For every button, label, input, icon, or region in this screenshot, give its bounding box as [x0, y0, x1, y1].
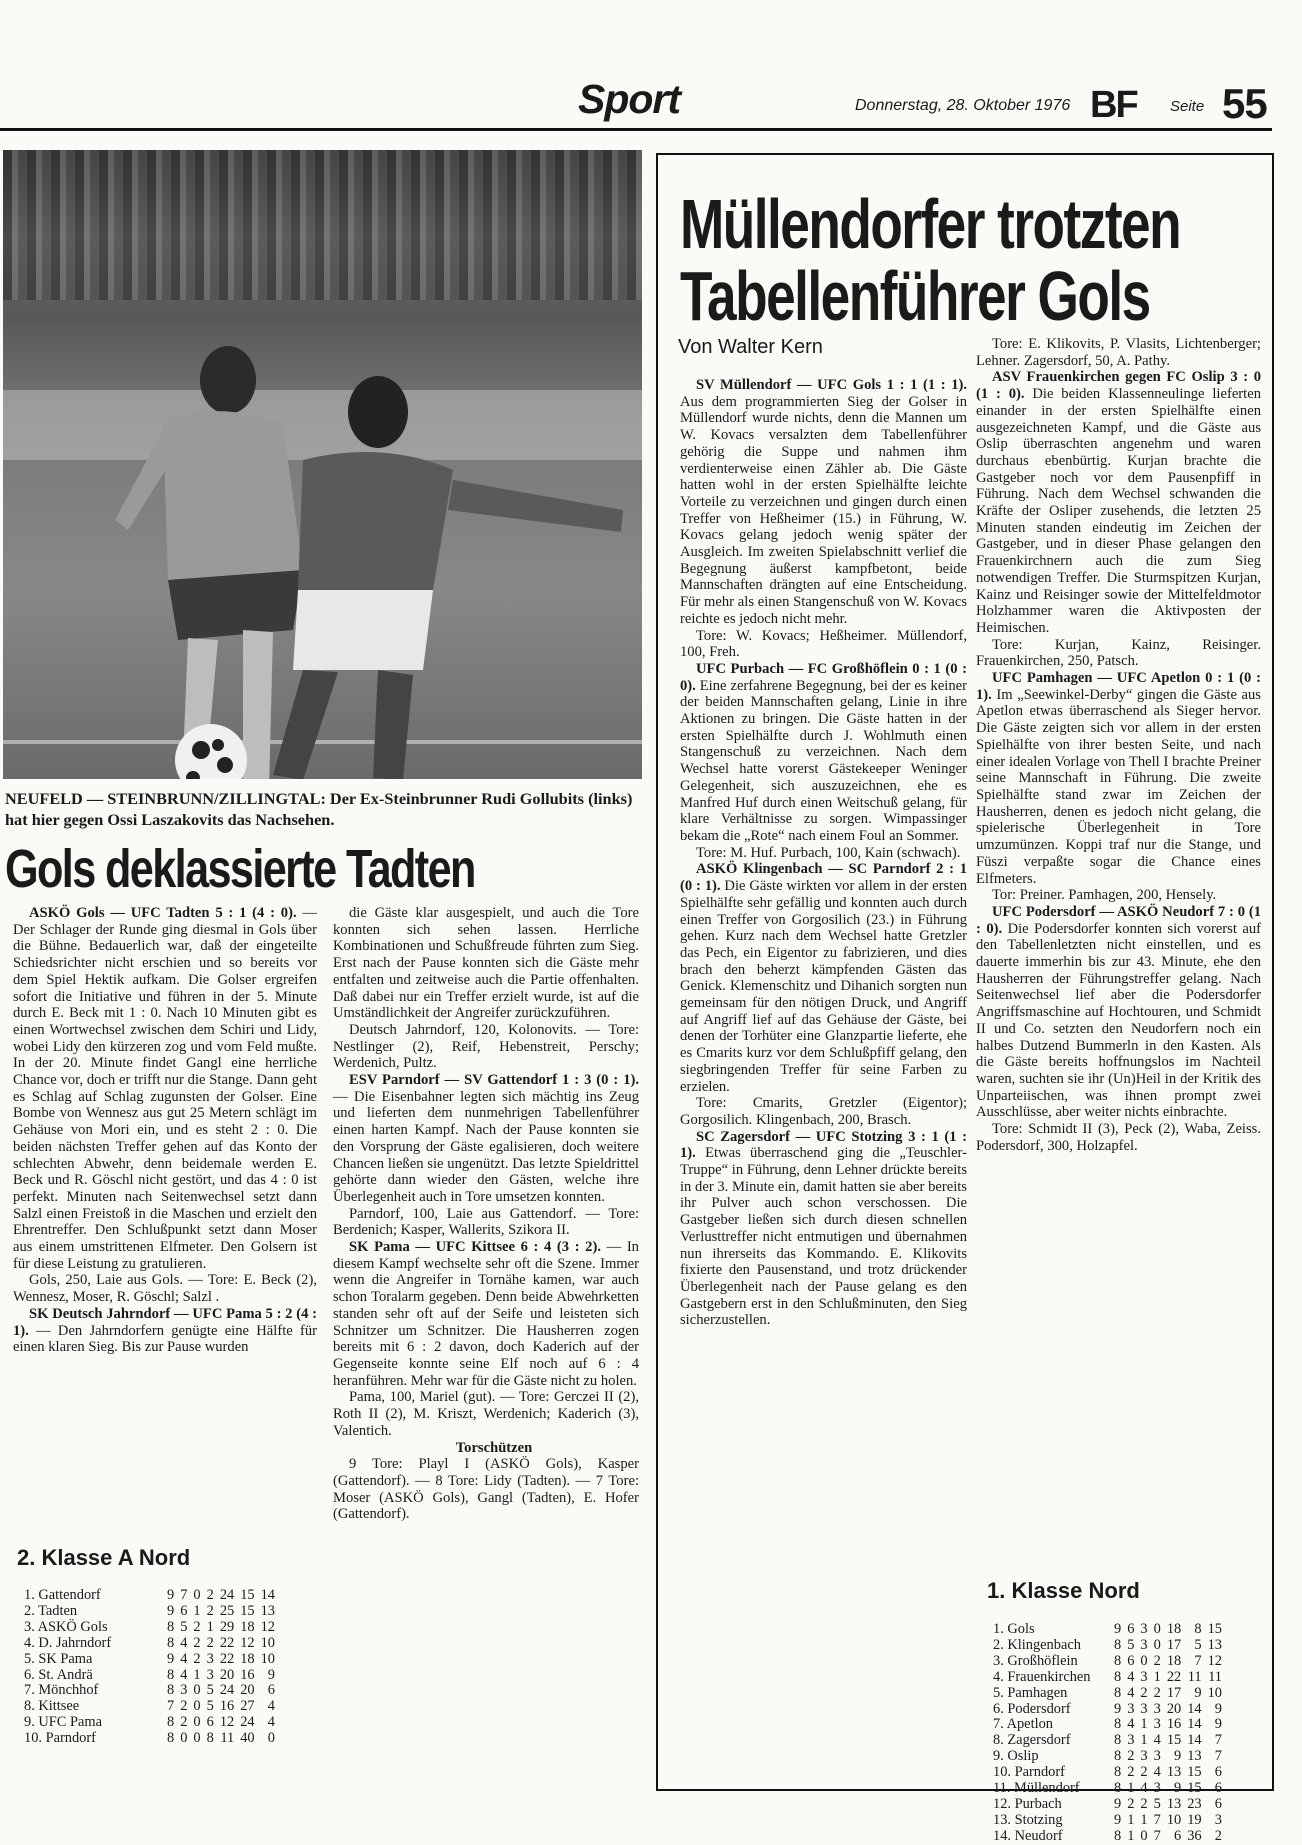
page-label: Seite — [1170, 98, 1205, 115]
table-row — [24, 1715, 281, 1731]
table-row — [993, 1813, 1228, 1829]
stat-cell: 12 — [219, 1714, 235, 1731]
stat-cell: 2 — [1127, 1748, 1135, 1765]
players-illustration — [3, 150, 642, 779]
paragraph — [333, 1389, 639, 1439]
stat-cell: 4 — [180, 1666, 188, 1683]
paragraph-lead: UFC Podersdorf — ASKÖ Neudorf 7 : 0 (1 : 0). — [976, 903, 1261, 937]
paragraph-lead: UFC Purbach — FC Großhöflein 0 : 1 (0 : 0). — [680, 660, 967, 694]
stat-cell: 3 — [1153, 1780, 1161, 1797]
stat-cell: 14 — [1187, 1716, 1202, 1733]
table-row — [993, 1622, 1228, 1638]
stat-cell: 0 — [193, 1698, 201, 1715]
stat-cell: 4 — [267, 1698, 275, 1715]
team-cell: 6. Podersdorf — [993, 1700, 1071, 1717]
paragraph-lead: SV Müllendorf — UFC Gols 1 : 1 (1 : 1). — [696, 377, 967, 393]
stat-cell: 8 — [1114, 1827, 1122, 1844]
stat-cell: 2 — [1140, 1684, 1148, 1701]
stat-cell: 20 — [1166, 1700, 1182, 1717]
stat-cell: 2 — [1127, 1795, 1135, 1812]
stat-cell: 8 — [1114, 1668, 1122, 1685]
stat-cell: 14 — [1187, 1732, 1202, 1749]
stat-cell: 4 — [267, 1714, 275, 1731]
stat-cell: 4 — [180, 1634, 188, 1651]
stat-cell: 1 — [1127, 1811, 1135, 1828]
stat-cell: 8 — [206, 1730, 214, 1747]
stat-cell: 15 — [1166, 1732, 1182, 1749]
team-cell: 1. Gattendorf — [24, 1587, 101, 1603]
stat-cell: 12 — [1207, 1652, 1222, 1669]
team-cell: 8. Zagersdorf — [993, 1732, 1071, 1749]
stat-cell: 5 — [1127, 1636, 1135, 1653]
paragraph-text: Die Podersdorfer konnten sich vorerst auf den Tabellenletzten nicht einstellen, und es dauerte immerhin bis zur 43. Minute, ehe den Hausherren der Führungstreffer gelang. Nach Seitenwechsel lief aber die Podersdorfer Angriffsmaschine auf Hochtouren, und Schmidt II und Co. setzten den Neudorfern noch ein halbes Dutzend Bummerln in den Kasten. Als die Gäste bereits hoffnungslos im Nachteil waren, suchten sie ihr (Un)Heil in der Kritik des Unparteiischen, was ihnen prompt zwei Ausschlüsse, aber weiter nichts einbrachte. — [976, 920, 1261, 1121]
paragraph — [13, 1272, 317, 1305]
stat-cell: 3 — [1153, 1716, 1161, 1733]
stat-cell: 8 — [167, 1730, 175, 1747]
stat-cell: 9 — [1174, 1780, 1182, 1797]
stat-cell: 6 — [206, 1714, 214, 1731]
paragraph — [976, 369, 1261, 636]
paragraph-lead: ASKÖ Gols — UFC Tadten 5 : 1 (4 : 0). — [29, 905, 297, 921]
stat-cell: 3 — [1140, 1668, 1148, 1685]
stat-cell: 5 — [206, 1698, 214, 1715]
stat-cell: 8 — [167, 1714, 175, 1731]
stat-cell: 0 — [267, 1730, 275, 1747]
stat-cell: 6 — [1214, 1795, 1222, 1812]
paragraph-text: Parndorf, 100, Laie aus Gattendorf. — Tore: Berdenich; Kasper, Wallerits, Szikora II. — [333, 1205, 639, 1239]
stat-cell: 4 — [1127, 1684, 1135, 1701]
team-cell: 3. ASKÖ Gols — [24, 1618, 108, 1635]
team-cell: 5. Pamhagen — [993, 1684, 1068, 1701]
stat-cell: 3 — [1127, 1732, 1135, 1749]
stat-cell: 1 — [193, 1666, 201, 1683]
stat-cell: 0 — [1153, 1621, 1161, 1637]
paragraph — [13, 1306, 317, 1356]
paragraph-lead: SK Deutsch Jahrndorf — UFC Pama 5 : 2 (4 : 1). — [13, 1305, 317, 1339]
stat-cell: 23 — [1187, 1795, 1202, 1812]
table-left-title: 2. Klasse A Nord — [17, 1545, 191, 1570]
stat-cell: 3 — [1153, 1748, 1161, 1765]
stat-cell: 9 — [1214, 1716, 1222, 1733]
stat-cell: 40 — [240, 1730, 255, 1747]
paragraph-text: die Gäste klar ausgespielt, und auch die Tore konnten sich sehen lassen. Herrliche Kombinationen und Schußfreude führten zum Sieg. Erst nach der Pause konnten sich die Gäste mehr entfalten und zeitweise auch die Partie offenhalten. Daß dabei nur ein Treffer erzielt wurde, ist auf die Umständlichkeit der Angreifer zurückzuführen. — [333, 905, 639, 1022]
table-row — [993, 1765, 1228, 1781]
stat-cell: 4 — [180, 1650, 188, 1667]
stat-cell: 27 — [240, 1698, 255, 1715]
stat-cell: 8 — [167, 1618, 175, 1635]
paragraph — [333, 1022, 639, 1072]
stat-cell: 2 — [1140, 1795, 1148, 1812]
stat-cell: 4 — [1153, 1732, 1161, 1749]
stat-cell: 8 — [1194, 1621, 1202, 1637]
stat-cell: 4 — [1140, 1780, 1148, 1797]
stat-cell: 3 — [206, 1650, 214, 1667]
stat-cell: 1 — [1127, 1827, 1135, 1844]
paragraph — [680, 377, 967, 628]
team-cell: 8. Kittsee — [24, 1698, 80, 1715]
stat-cell: 12 — [260, 1618, 275, 1635]
stat-cell: 4 — [1153, 1764, 1161, 1781]
stat-cell: 0 — [1140, 1827, 1148, 1844]
stat-cell: 6 — [1174, 1827, 1182, 1844]
stat-cell: 8 — [1114, 1732, 1122, 1749]
stat-cell: 36 — [1187, 1827, 1202, 1844]
stat-cell: 4 — [1127, 1716, 1135, 1733]
stat-cell: 3 — [1140, 1621, 1148, 1637]
stat-cell: 1 — [1140, 1732, 1148, 1749]
paragraph-lead: ASV Frauenkirchen gegen FC Oslip 3 : 0 (1 : 0). — [976, 369, 1261, 403]
headline-right-line2: Tabellenführer Gols — [680, 257, 1150, 335]
stat-cell: 18 — [1166, 1621, 1182, 1637]
stat-cell: 9 — [1114, 1811, 1122, 1828]
paragraph — [680, 628, 967, 661]
stat-cell: 18 — [240, 1618, 255, 1635]
paragraph — [976, 904, 1261, 1121]
stat-cell: 9 — [1114, 1621, 1122, 1637]
paragraph-text: 9 Tore: Playl I (ASKÖ Gols), Kasper (Gattendorf). — 8 Tore: Lidy (Tadten). — 7 Tore: Moser (ASKÖ Gols), Gangl (Tadten), E. Hofer (Gattendorf). — [333, 1456, 639, 1523]
team-cell: 3. Großhöflein — [993, 1652, 1078, 1669]
stat-cell: 7 — [180, 1587, 188, 1603]
stat-cell: 3 — [180, 1682, 188, 1699]
stat-cell: 7 — [167, 1698, 175, 1715]
paragraph-text: — Die Eisenbahner legten sich mächtig ins Zeug und lieferten dem nunmehrigen Tabellenführer einen harten Kampf. Nach der Pause konnten sie den Vorsprung der Gäste egalisieren, doch weitere Chancen ließen sie ungenützt. Das letzte Spieldrittel gehörte dann wieder den Gästen, welche ihre Überlegenheit auch in Tore umsetzen konnten. — [333, 1088, 639, 1205]
stat-cell: 9 — [1114, 1700, 1122, 1717]
stat-cell: 6 — [1127, 1621, 1135, 1637]
team-cell: 10. Parndorf — [24, 1730, 96, 1747]
stat-cell: 9 — [1194, 1684, 1202, 1701]
stat-cell: 16 — [240, 1666, 255, 1683]
paragraph — [680, 661, 967, 845]
stat-cell: 2 — [1127, 1764, 1135, 1781]
paragraph — [976, 887, 1261, 904]
paragraph — [976, 1121, 1261, 1154]
table-right-title: 1. Klasse Nord — [987, 1578, 1140, 1603]
stat-cell: 0 — [193, 1587, 201, 1603]
article-right-col3 — [680, 377, 967, 1329]
stat-cell: 15 — [1187, 1764, 1202, 1781]
stat-cell: 6 — [1127, 1652, 1135, 1669]
stat-cell: 1 — [193, 1602, 201, 1619]
stat-cell: 22 — [1166, 1668, 1182, 1685]
section-title: Sport — [578, 76, 681, 122]
paragraph — [333, 1440, 639, 1457]
stat-cell: 2 — [1153, 1652, 1161, 1669]
stat-cell: 9 — [167, 1587, 175, 1603]
paragraph-lead: SC Zagersdorf — UFC Stotzing 3 : 1 (1 : 1). — [680, 1128, 967, 1162]
stat-cell: 0 — [180, 1730, 188, 1747]
stat-cell: 16 — [1166, 1716, 1182, 1733]
article-left-col1 — [13, 905, 317, 1356]
paragraph-text: Deutsch Jahrndorf, 120, Kolonovits. — Tore: Nestlinger (2), Reif, Hebenstreit, Perschy; Werdenich, Pultz. — [333, 1021, 639, 1072]
paragraph-text: Im „Seewinkel-Derby“ gingen die Gäste aus Apetlon etwas überraschend als Sieger hervor. Die Gäste zeigten sich vor allem in der ersten Spielhälfte von ihrer besten Seite, und nach einer idealen Vorlage von Thell I brachte Preiner seine Mannschaft in Führung. Die zweite Spielhälfte stand zwar im Zeichen der Hausherren, denen es jedoch nicht gelang, die spielerische Überlegenheit in Tore umzumünzen. Koppi traf nur die Stange, und Füszi verpaßte sogar die Chance eines Elfmeters. — [976, 686, 1261, 887]
stat-cell: 1 — [1153, 1668, 1161, 1685]
stat-cell: 5 — [180, 1618, 188, 1635]
paragraph-text: Tore: W. Kovacs; Heßheimer. Müllendorf, 100, Freh. — [680, 627, 967, 661]
paragraph — [680, 845, 967, 862]
stat-cell: 3 — [1140, 1636, 1148, 1653]
paragraph — [976, 637, 1261, 670]
table-row — [993, 1638, 1228, 1654]
stat-cell: 3 — [1214, 1811, 1222, 1828]
team-cell: 9. UFC Pama — [24, 1714, 102, 1731]
table-row — [24, 1668, 281, 1684]
table-row — [24, 1636, 281, 1652]
stat-cell: 2 — [206, 1602, 214, 1619]
team-cell: 1. Gols — [993, 1621, 1035, 1637]
table-row — [993, 1702, 1228, 1718]
stat-cell: 15 — [240, 1587, 255, 1603]
table-row — [24, 1652, 281, 1668]
stat-cell: 24 — [219, 1587, 235, 1603]
table-row — [993, 1749, 1228, 1765]
headline-right-line1: Müllendorfer trotzten — [680, 185, 1181, 263]
paragraph-text: Die Gäste wirkten vor allem in der ersten Spielhälfte sehr gefällig und konnten auch durch einen Treffer von Gorgosilich (23.) in Führung gehen. Kurz nach dem Wechsel hatte Gretzler das Pech, ein Eigentor zu fabrizieren, und dies brach den beherzt kämpfenden Gästen das Genick. Klemenschitz und Dihanich sorgten nun gemeinsam für den nötigen Druck, und Angriff auf Angriff lief auf das Gehäuse der Gäste, bei denen der Torhüter eine Glanzpartie lieferte, ehe es Cmarits kurz vor dem Schlußpfiff gelang, den siegbringenden Treffer für seine Farben zu erzielen. — [680, 878, 967, 1095]
stat-cell: 7 — [1194, 1652, 1202, 1669]
paragraph — [680, 1095, 967, 1128]
team-cell: 4. D. Jahrndorf — [24, 1634, 112, 1651]
table-row — [993, 1829, 1228, 1845]
paragraph — [680, 1129, 967, 1329]
stat-cell: 12 — [240, 1634, 255, 1651]
table-row — [24, 1588, 281, 1604]
stat-cell: 10 — [1166, 1811, 1182, 1828]
paragraph-text: Aus dem programmierten Sieg der Golser in Müllendorf wurde nichts, denn die Mannen um W. Kovacs versalzten dem Tabellenführer gehörig die Suppe und nahmen ihm verdienterweise einen Zähler ab. Die Gäste hatten wohl in der ersten Spielhälfte leichte Vorteile zu verzeichnen und gingen durch einen Treffer von Heßheimer (15.) in Führung, W. Kovacs gelang jedoch wenig später der Ausgleich. Im zweiten Spielabschnitt verlief die Begegnung äußerst kampfbetont, beide Mannschaften drängten auf eine Entscheidung. Für mehr als einen Stangenschuß von W. Kovacs reichte es jedoch nicht mehr. — [680, 393, 967, 627]
team-cell: 11. Müllendorf — [993, 1780, 1080, 1797]
stat-cell: 9 — [1114, 1795, 1122, 1812]
stat-cell: 5 — [1194, 1636, 1202, 1653]
stat-cell: 2 — [1214, 1827, 1222, 1844]
stat-cell: 24 — [219, 1682, 235, 1699]
headline-right — [680, 185, 1181, 335]
stat-cell: 11 — [220, 1730, 235, 1747]
team-cell: 9. Oslip — [993, 1748, 1039, 1765]
table-row — [993, 1654, 1228, 1670]
paragraph — [333, 1072, 639, 1206]
paragraph-text: Tore: Schmidt II (3), Peck (2), Waba, Zeiss. Podersdorf, 300, Holzapfel. — [976, 1121, 1261, 1154]
stat-cell: 9 — [1214, 1700, 1222, 1717]
stat-cell: 6 — [267, 1682, 275, 1699]
table-row — [993, 1686, 1228, 1702]
stat-cell: 3 — [1153, 1700, 1161, 1717]
stat-cell: 0 — [193, 1730, 201, 1747]
stat-cell: 6 — [1214, 1780, 1222, 1797]
team-cell: 2. Klingenbach — [993, 1636, 1081, 1653]
stat-cell: 1 — [1140, 1716, 1148, 1733]
stat-cell: 19 — [1187, 1811, 1202, 1828]
table-row — [24, 1620, 281, 1636]
paragraph — [13, 905, 317, 1272]
stat-cell: 9 — [167, 1602, 175, 1619]
paragraph-text: Tor: Preiner. Pamhagen, 200, Hensely. — [992, 887, 1217, 904]
stat-cell: 6 — [1214, 1764, 1222, 1781]
table-row — [24, 1683, 281, 1699]
team-cell: 14. Neudorf — [993, 1827, 1063, 1844]
stat-cell: 2 — [206, 1587, 214, 1603]
stat-cell: 25 — [219, 1602, 235, 1619]
paragraph-text: Die beiden Klassenneulinge lieferten einander in der ersten Spielhälfte einen ausgezeichneten Kampf, und die Gäste aus Oslip überraschten angenehm und waren durchaus ebenbürtig. Kurjan brachte die Gastgeber noch vor dem Pausenpfiff in Führung. Nach dem Wechsel schwanden die Kräfte der Osliper zusehends, die letzten 25 Minuten standen eindeutig im Zeichen der Gastgeber, und in dieser Phase gelangen den Frauenkirchnern auch die zum Sieg notwendigen Treffer. Die Sturmspitzen Kurjan, Kainz und Reisinger sowie der Mittelfeldmotor Holzhammer waren die Aktivposten der Heimischen. — [976, 386, 1261, 636]
stat-cell: 17 — [1166, 1684, 1182, 1701]
stat-cell: 7 — [1153, 1827, 1161, 1844]
stat-cell: 3 — [1140, 1748, 1148, 1765]
stat-cell: 8 — [1114, 1636, 1122, 1653]
paragraph-text: Eine zerfahrene Begegnung, bei der es keiner der beiden Mannschaften gelang, Linie in ihre Aktionen zu bringen. Die Gäste hatten in der ersten Spielhälfte durch J. Wohlmuth einen Stangenschuß zu verzeichnen. Nach dem Wechsel hatte vorerst Gästekeeper Weninger Gelegenheit, sich auszuzeichnen, ehe es Manfred Huf durch einen Weitschuß gelang, für klare Verhältnisse zu sorgen. Wimpassinger bekam die „Rote“ nach einem Foul an Sommer. — [680, 677, 967, 844]
stat-cell: 14 — [1187, 1700, 1202, 1717]
paragraph — [333, 1456, 639, 1523]
team-cell: 12. Purbach — [993, 1795, 1062, 1812]
stat-cell: 2 — [206, 1634, 214, 1651]
stat-cell: 13 — [1166, 1764, 1182, 1781]
stat-cell: 1 — [1140, 1811, 1148, 1828]
table-row — [993, 1797, 1228, 1813]
team-cell: 10. Parndorf — [993, 1764, 1065, 1781]
stat-cell: 2 — [1140, 1764, 1148, 1781]
stat-cell: 0 — [193, 1714, 201, 1731]
stat-cell: 8 — [1114, 1764, 1122, 1781]
stat-cell: 7 — [1214, 1732, 1222, 1749]
stat-cell: 14 — [260, 1587, 275, 1603]
paragraph — [976, 336, 1261, 369]
table-row — [24, 1699, 281, 1715]
stat-cell: 8 — [1114, 1652, 1122, 1669]
stat-cell: 13 — [1187, 1748, 1202, 1765]
stat-cell: 15 — [1207, 1621, 1222, 1637]
stat-cell: 7 — [1153, 1811, 1161, 1828]
stat-cell: 5 — [206, 1682, 214, 1699]
stat-cell: 3 — [1127, 1700, 1135, 1717]
header-rule — [0, 128, 1272, 131]
team-cell: 2. Tadten — [24, 1602, 78, 1619]
paper-logo: BF — [1090, 84, 1137, 126]
stat-cell: 11 — [1208, 1668, 1222, 1685]
stat-cell: 29 — [219, 1618, 235, 1635]
stat-cell: 8 — [1114, 1684, 1122, 1701]
paragraph-lead: SK Pama — UFC Kittsee 6 : 4 (3 : 2). — [349, 1239, 601, 1256]
stat-cell: 15 — [1187, 1780, 1202, 1797]
team-cell: 4. Frauenkirchen — [993, 1668, 1091, 1685]
stat-cell: 6 — [180, 1602, 188, 1619]
stat-cell: 2 — [193, 1650, 201, 1667]
paragraph-text: Pama, 100, Mariel (gut). — Tore: Gerczei II (2), Roth II (2), M. Kriszt, Werdenich; Kaderich (3), Valentich. — [333, 1389, 639, 1439]
stat-cell: 9 — [1174, 1748, 1182, 1765]
stat-cell: 22 — [219, 1634, 235, 1651]
paragraph — [680, 861, 967, 1095]
stat-cell: 10 — [260, 1634, 275, 1651]
stat-cell: 8 — [1114, 1748, 1122, 1765]
issue-date: Donnerstag, 28. Oktober 1976 — [855, 97, 1071, 114]
stat-cell: 13 — [1207, 1636, 1222, 1653]
paragraph-text: Tore: Cmarits, Gretzler (Eigentor); Gorgosilich. Klingenbach, 200, Brasch. — [680, 1095, 967, 1128]
paragraph-lead: UFC Pamhagen — UFC Apetlon 0 : 1 (0 : 1). — [976, 670, 1261, 703]
team-cell: 7. Mönchhof — [24, 1682, 99, 1699]
standings-table-left — [24, 1588, 281, 1747]
match-photo — [3, 150, 642, 779]
team-cell: 6. St. Andrä — [24, 1666, 93, 1683]
stat-cell: 3 — [206, 1666, 214, 1683]
stat-cell: 0 — [193, 1682, 201, 1699]
stat-cell: 18 — [1166, 1652, 1182, 1669]
stat-cell: 4 — [1127, 1668, 1135, 1685]
stat-cell: 11 — [1187, 1668, 1202, 1685]
stat-cell: 0 — [1153, 1636, 1161, 1653]
paragraph-text: Tore: E. Klikovits, P. Vlasits, Lichtenberger; Lehner. Zagersdorf, 50, A. Pathy. — [976, 336, 1261, 369]
stat-cell: 1 — [206, 1618, 214, 1635]
team-cell: 13. Stotzing — [993, 1811, 1063, 1828]
stat-cell: 20 — [219, 1666, 235, 1683]
stat-cell: 9 — [167, 1650, 175, 1667]
stat-cell: 8 — [1114, 1716, 1122, 1733]
paragraph-lead: ESV Parndorf — SV Gattendorf 1 : 3 (0 : 1). — [349, 1072, 639, 1089]
paragraph-text: Tore: M. Huf. Purbach, 100, Kain (schwach). — [696, 844, 961, 861]
stat-cell: 2 — [193, 1618, 201, 1635]
paragraph — [976, 670, 1261, 887]
table-row — [993, 1733, 1228, 1749]
stat-cell: 8 — [1114, 1780, 1122, 1797]
paragraph-lead: Torschützen — [455, 1439, 533, 1456]
stat-cell: 10 — [1207, 1684, 1222, 1701]
stat-cell: 24 — [240, 1714, 255, 1731]
paragraph — [333, 1239, 639, 1389]
photo-caption: NEUFELD — STEINBRUNN/ZILLINGTAL: Der Ex-Steinbrunner Rudi Gollubits (links) hat hier gegen Ossi Laszakovits das Nachsehen. — [5, 789, 633, 829]
paragraph-text: Etwas überraschend ging die „Teuschler-Truppe“ in Führung, denn Lehner drückte bereits in der 3. Minute ein, damit hatten sie aber bereits ihr Pulver auch schon verschossen. Die Gastgeber ließen sich durch diesen schnellen Verlusttreffer nicht entmutigen und übernahmen nun ihrerseits das Kommando. E. Klikovits fixierte den Pausenstand, und trotz drückender Überlegenheit nach der Pause gelang es den Gastgebern erst in den Schlußminuten, den Sieg sicherzustellen. — [680, 1145, 967, 1329]
paragraph — [333, 905, 639, 1022]
table-row — [993, 1781, 1228, 1797]
stat-cell: 10 — [260, 1650, 275, 1667]
stat-cell: 8 — [167, 1634, 175, 1651]
stat-cell: 7 — [1214, 1748, 1222, 1765]
stat-cell: 20 — [240, 1682, 255, 1699]
stat-cell: 8 — [167, 1682, 175, 1699]
stat-cell: 2 — [1153, 1684, 1161, 1701]
paragraph-text: — In diesem Kampf wechselte sehr oft die Szene. Immer wenn die Angreifer in Tornähe kamen, war auch schon Toralarm gegeben. Denn beide Abwehrketten standen sehr oft auf der Seife und leisteten sich Schnitzer um Schnitzer. Die Hausherren zogen bereits mit 6 : 2 davon, doch Kaderich auf der Gegenseite konnte seine Elf noch auf 6 : 4 heranführen. Mehr war für die Gäste nicht zu holen. — [333, 1239, 639, 1389]
stat-cell: 5 — [1153, 1795, 1161, 1812]
article-left-col2 — [333, 905, 639, 1523]
stat-cell: 3 — [1140, 1700, 1148, 1717]
stat-cell: 17 — [1166, 1636, 1182, 1653]
stat-cell: 13 — [1166, 1795, 1182, 1812]
stat-cell: 22 — [219, 1650, 235, 1667]
team-cell: 5. SK Pama — [24, 1650, 93, 1667]
table-row — [993, 1717, 1228, 1733]
headline-left: Gols deklassierte Tadten — [5, 839, 475, 899]
stat-cell: 9 — [267, 1666, 275, 1683]
stat-cell: 2 — [193, 1634, 201, 1651]
stat-cell: 0 — [1140, 1652, 1148, 1669]
team-cell: 7. Apetlon — [993, 1716, 1053, 1733]
stat-cell: 16 — [219, 1698, 235, 1715]
paragraph-lead: ASKÖ Klingenbach — SC Parndorf 2 : 1 (0 : 1). — [680, 861, 967, 895]
article-right-col4 — [976, 336, 1261, 1154]
paragraph-text: — Der Schlager der Runde ging diesmal in Gols über die Bühne. Bedauerlich war, daß der eingeteilte Schiedsrichter nicht erschien und so bereits vor dem Spiel Hektik aufkam. Die Golser ergreifen sofort die Initiative und führen in der 5. Minute durch E. Beck mit 1 : 0. Nach 10 Minuten gibt es einen Wortwechsel zwischen dem Schiri und Lidy, wobei Lidy den kürzeren zog und vom Feld mußte. In der 20. Minute findet Gangl eine herrliche Chance vor, doch er trifft nur die Stange. Dann geht es Schlag auf Schlag zugunsten der Golser. Eine Bombe von Wennesz aus gut 25 Metern schlägt im Gehäuse von Mori ein, und es steht 2 : 0. Die beiden nächsten Treffer gehen auf das Konto der schlechten Abwehr, denn beidemale werden E. Beck und R. Göschl nicht gestört, und das 4 : 0 ist perfekt. Minuten nach Seitenwechsel setzt dann Salzl einen Freistoß in die Maschen und erzielt den Ehrentreffer. Den Schlußpunkt setzt dann Moser aus einem umstrittenen Elfmeter. Den Golsern ist für diese Leistung zu gratulieren. — [13, 905, 317, 1272]
stat-cell: 2 — [180, 1714, 188, 1731]
paragraph-text: Gols, 250, Laie aus Gols. — Tore: E. Beck (2), Wennesz, Moser, R. Göschl; Salzl . — [13, 1272, 317, 1306]
page-number: 55 — [1222, 80, 1267, 127]
standings-table-right — [993, 1622, 1228, 1845]
stat-cell: 2 — [180, 1698, 188, 1715]
stat-cell: 18 — [240, 1650, 255, 1667]
paragraph-text: Tore: Kurjan, Kainz, Reisinger. Frauenkirchen, 250, Patsch. — [976, 636, 1261, 670]
table-row — [24, 1604, 281, 1620]
paragraph-text: — Den Jahrndorfern genügte eine Hälfte für einen klaren Sieg. Bis zur Pause wurden — [13, 1322, 317, 1356]
paragraph — [333, 1206, 639, 1239]
stat-cell: 1 — [1127, 1780, 1135, 1797]
table-row — [993, 1670, 1228, 1686]
byline: Von Walter Kern — [678, 336, 823, 358]
stat-cell: 15 — [240, 1602, 255, 1619]
table-row — [24, 1731, 281, 1747]
stat-cell: 13 — [260, 1602, 275, 1619]
stat-cell: 8 — [167, 1666, 175, 1683]
